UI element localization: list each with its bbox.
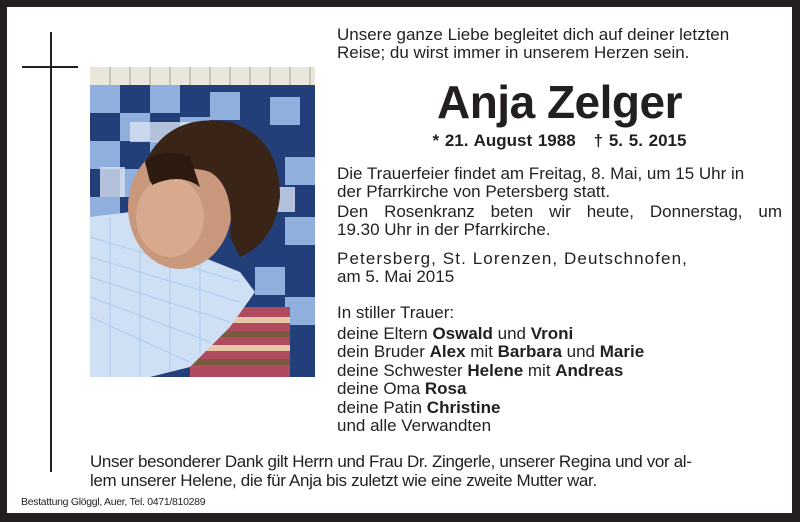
thanks-note [90,452,785,490]
thanks-line: lem unserer Helene, die für Anja bis zuletzt wie eine zweite Mutter war. [90,471,597,490]
rosary-line: Den Rosenkranz beten wir heute, Donnerstag, um [337,202,782,221]
mourner-line: deine Oma Rosa [337,379,467,398]
mourner-line: deine Schwester Helene mit Andreas [337,360,624,380]
mourner-line-last: und alle Verwandten [337,416,492,435]
thanks-line: Unser besonderer Dank gilt Herrn und Frau Dr. Zingerle, unserer Regina und vor al- [90,452,692,471]
ceremony-line: Die Trauerfeier findet am Freitag, 8. Mai, um 15 Uhr in [337,164,745,183]
deceased-name: Anja Zelger [436,76,682,128]
ceremony-line: der Pfarrkirche von Petersberg statt. [337,182,611,201]
mourner-line: deine Eltern Oswald und Vroni [337,323,574,343]
mourners-heading: In stiller Trauer: [337,303,455,322]
life-dates [337,131,782,151]
funeral-home-credit: Bestattung Glöggl, Auer, Tel. 0471/810289 [21,496,206,508]
rosary-info [337,203,782,239]
death-date: † 5. 5. 2015 [593,131,687,150]
rosary-line: 19.30 Uhr in der Pfarrkirche. [337,220,551,239]
verse-line: Reise; du wirst immer in unserem Herzen sein. [337,43,690,62]
cross-icon-horizontal [22,66,78,68]
cross-icon-vertical [50,32,52,472]
place-line: am 5. Mai 2015 [337,267,455,286]
mourner-line: deine Patin Christine [337,397,501,417]
verse-line: Unsere ganze Liebe begleitet dich auf deiner letzten [337,25,730,44]
mourner-line: dein Bruder Alex mit Barbara und Marie [337,342,645,361]
place-date [337,250,782,286]
portrait-photo [90,67,315,377]
place-line: Petersberg, St. Lorenzen, Deutschnofen, [337,249,688,268]
mourners-list [337,304,782,436]
obituary-notice [7,7,792,513]
memorial-verse [337,26,782,62]
birth-date: * 21. August 1988 [432,131,576,150]
ceremony-info [337,165,782,201]
